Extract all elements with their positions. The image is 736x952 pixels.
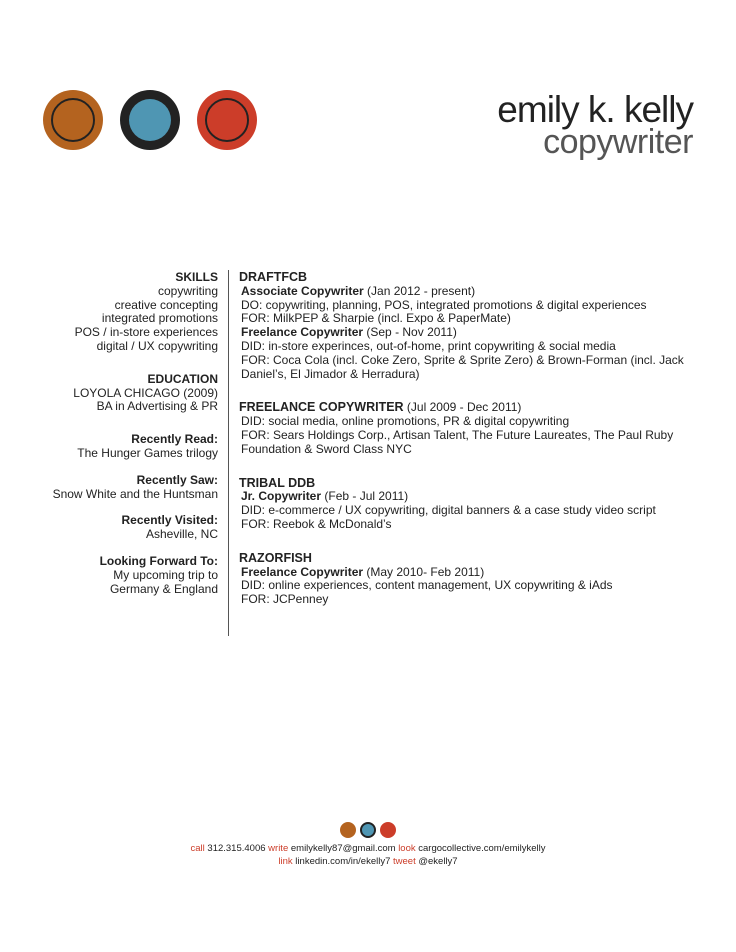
contact-line-1 <box>0 842 736 855</box>
portfolio-link[interactable]: cargocollective.com/emilykelly <box>415 843 546 854</box>
education-section <box>18 373 218 414</box>
role-did: DO: copywriting, planning, POS, integrated promotions & digital experiences <box>241 297 647 312</box>
recently-read-section <box>18 433 218 461</box>
job-freelance <box>239 401 699 456</box>
role-title: Jr. Copywriter <box>241 489 322 504</box>
role-line <box>239 490 699 504</box>
role-dates: (Feb - Jul 2011) <box>321 489 409 504</box>
skills-section <box>18 271 218 354</box>
looking-forward-line: Germany & England <box>109 581 218 596</box>
tweet-label: tweet <box>393 856 416 867</box>
role-dates: (Jan 2012 - present) <box>363 283 476 298</box>
recently-saw-section <box>18 474 218 502</box>
blue-circle-logo <box>120 90 180 150</box>
recently-visited-value: Asheville, NC <box>145 527 218 542</box>
sidebar <box>18 271 218 609</box>
role-for: FOR: MilkPEP & Sharpie (incl. Expo & PaperMate) <box>241 311 511 326</box>
role-title: Freelance Copywriter <box>241 564 364 579</box>
role-for: FOR: JCPenney <box>241 592 329 607</box>
company-name: RAZORFISH <box>239 550 312 565</box>
company-name: DRAFTFCB <box>239 270 308 284</box>
blue-dot-icon <box>360 822 376 838</box>
looking-forward-section <box>18 555 218 596</box>
orange-dot-icon <box>340 822 356 838</box>
recently-saw-value: Snow White and the Huntsman <box>52 486 218 501</box>
role-line <box>239 285 699 299</box>
education-degree: BA in Advertising & PR <box>96 399 218 414</box>
contact-line-2 <box>0 855 736 868</box>
email-link[interactable]: emilykelly87@gmail.com <box>288 843 399 854</box>
skill-item: POS / in-store experiences <box>74 325 218 340</box>
contact-info <box>0 842 736 868</box>
recently-read-heading: Recently Read: <box>131 432 218 447</box>
recently-visited-heading: Recently Visited: <box>121 513 218 528</box>
column-divider <box>228 270 229 636</box>
role-title: Freelance Copywriter <box>241 325 364 340</box>
red-dot-icon <box>380 822 396 838</box>
experience <box>239 271 699 627</box>
skills-heading: SKILLS <box>175 270 218 284</box>
recently-saw-heading: Recently Saw: <box>136 472 218 487</box>
resume-name: emily k. kelly <box>497 89 693 130</box>
role-did: DID: social media, online promotions, PR & digital copywriting <box>241 414 570 429</box>
skill-item: integrated promotions <box>101 311 218 326</box>
role-title: Associate Copywriter <box>241 283 364 298</box>
education-heading: EDUCATION <box>147 371 218 386</box>
skill-item: digital / UX copywriting <box>96 338 218 353</box>
role-for: FOR: Reebok & McDonald’s <box>241 516 392 531</box>
recently-visited-section <box>18 514 218 542</box>
orange-circle-logo <box>43 90 103 150</box>
company-name: FREELANCE COPYWRITER <box>239 400 404 415</box>
role-for: FOR: Sears Holdings Corp., Artisan Talent, The Future Laureates, The Paul Ruby Foundation & Sword Class NYC <box>241 427 674 456</box>
company-name: TRIBAL DDB <box>239 475 316 490</box>
company-line <box>239 401 699 415</box>
looking-forward-heading: Looking Forward To: <box>99 553 218 568</box>
role-dates: (May 2010- Feb 2011) <box>363 564 485 579</box>
call-label: call <box>190 843 205 854</box>
phone-number: 312.315.4006 <box>204 843 269 854</box>
job-razorfish <box>239 552 699 607</box>
role-did: DID: online experiences, content management, UX copywriting & iAds <box>241 578 613 593</box>
skill-item: creative concepting <box>114 297 218 312</box>
role-did: DID: in-store experinces, out-of-home, print copywriting & social media <box>241 338 616 353</box>
resume-title: copywriter <box>543 123 693 161</box>
looking-forward-line: My upcoming trip to <box>113 567 218 582</box>
role-line <box>239 566 699 580</box>
look-label: look <box>398 843 416 854</box>
role-for: FOR: Coca Cola (incl. Coke Zero, Sprite & Sprite Zero) & Brown-Forman (incl. Jack Daniel’s, El Jimador & Herradura) <box>241 352 684 381</box>
role-dates: (Sep - Nov 2011) <box>363 325 457 340</box>
role-dates: (Jul 2009 - Dec 2011) <box>403 400 522 415</box>
job-draftfcb <box>239 271 699 381</box>
linkedin-link[interactable]: linkedin.com/in/ekelly7 <box>292 856 393 867</box>
role-did: DID: e-commerce / UX copywriting, digital banners & a case study video script <box>241 503 656 518</box>
role-line <box>239 326 699 340</box>
twitter-link[interactable]: @ekelly7 <box>415 856 458 867</box>
recently-read-value: The Hunger Games trilogy <box>77 445 218 460</box>
link-label: link <box>278 856 293 867</box>
skill-item: copywriting <box>157 283 218 298</box>
red-circle-logo <box>197 90 257 150</box>
education-school: LOYOLA CHICAGO (2009) <box>73 385 218 400</box>
write-label: write <box>268 843 289 854</box>
job-tribal-ddb <box>239 477 699 532</box>
